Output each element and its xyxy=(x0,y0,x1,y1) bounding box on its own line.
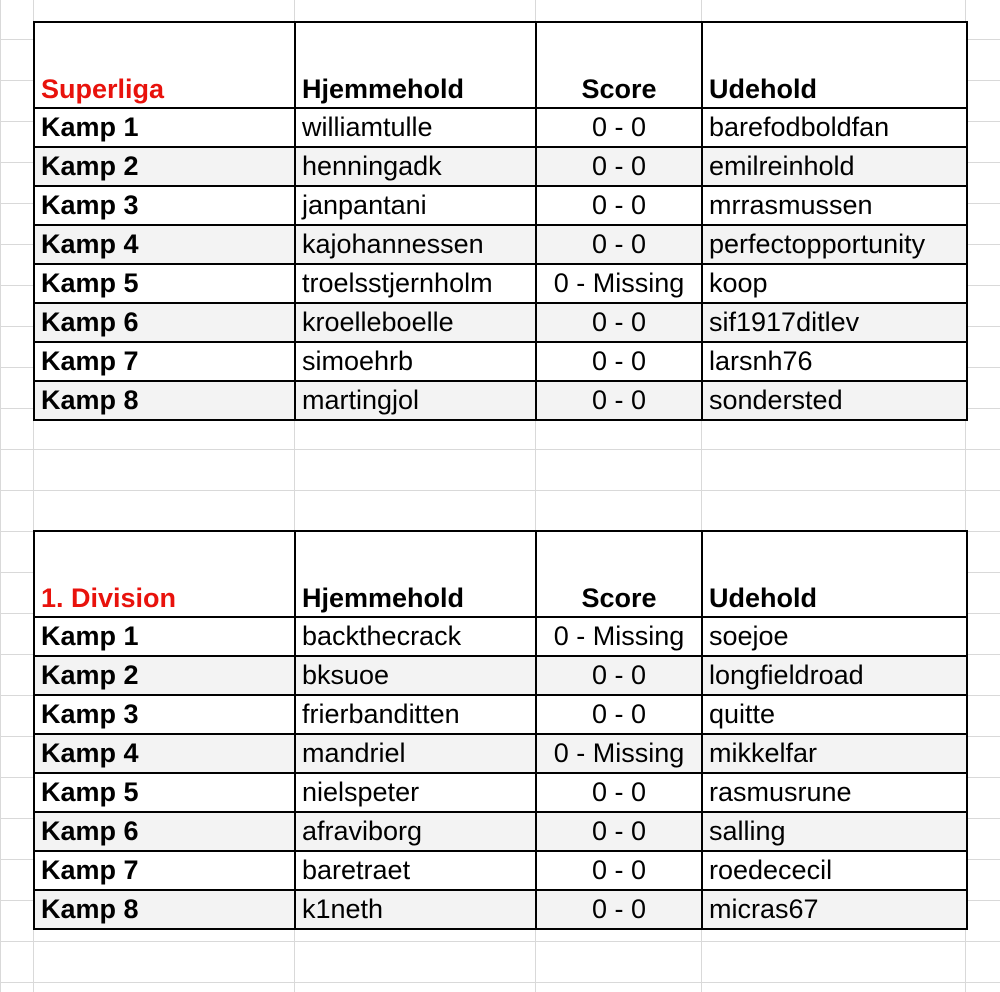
header-home[interactable]: Hjemmehold xyxy=(295,22,536,108)
match-label-cell[interactable]: Kamp 5 xyxy=(34,773,295,812)
header-score[interactable]: Score xyxy=(536,531,702,617)
table-row xyxy=(34,695,967,734)
away-team-cell[interactable]: barefodboldfan xyxy=(702,108,967,147)
score-cell[interactable]: 0 - 0 xyxy=(536,186,702,225)
table-header-row xyxy=(34,22,967,108)
home-team-cell[interactable]: baretraet xyxy=(295,851,536,890)
match-label-cell[interactable]: Kamp 8 xyxy=(34,381,295,420)
score-cell[interactable]: 0 - 0 xyxy=(536,381,702,420)
home-team-cell[interactable]: k1neth xyxy=(295,890,536,929)
table-row xyxy=(34,108,967,147)
table-header-row xyxy=(34,531,967,617)
score-cell[interactable]: 0 - 0 xyxy=(536,225,702,264)
home-team-cell[interactable]: mandriel xyxy=(295,734,536,773)
home-team-cell[interactable]: williamtulle xyxy=(295,108,536,147)
league-table-superliga xyxy=(33,21,968,421)
table-row xyxy=(34,303,967,342)
table-row xyxy=(34,734,967,773)
away-team-cell[interactable]: soejoe xyxy=(702,617,967,656)
away-team-cell[interactable]: longfieldroad xyxy=(702,656,967,695)
match-label-cell[interactable]: Kamp 6 xyxy=(34,303,295,342)
score-cell[interactable]: 0 - 0 xyxy=(536,656,702,695)
league-title[interactable]: Superliga xyxy=(34,22,295,108)
home-team-cell[interactable]: bksuoe xyxy=(295,656,536,695)
score-cell[interactable]: 0 - 0 xyxy=(536,108,702,147)
score-cell[interactable]: 0 - 0 xyxy=(536,147,702,186)
score-cell[interactable]: 0 - 0 xyxy=(536,695,702,734)
header-away[interactable]: Udehold xyxy=(702,22,967,108)
home-team-cell[interactable]: nielspeter xyxy=(295,773,536,812)
match-label-cell[interactable]: Kamp 4 xyxy=(34,225,295,264)
home-team-cell[interactable]: henningadk xyxy=(295,147,536,186)
away-team-cell[interactable]: sondersted xyxy=(702,381,967,420)
match-label-cell[interactable]: Kamp 1 xyxy=(34,108,295,147)
score-cell[interactable]: 0 - 0 xyxy=(536,773,702,812)
score-cell[interactable]: 0 - Missing xyxy=(536,264,702,303)
header-score[interactable]: Score xyxy=(536,22,702,108)
away-team-cell[interactable]: mrrasmussen xyxy=(702,186,967,225)
table-row xyxy=(34,656,967,695)
home-team-cell[interactable]: frierbanditten xyxy=(295,695,536,734)
score-cell[interactable]: 0 - 0 xyxy=(536,342,702,381)
away-team-cell[interactable]: quitte xyxy=(702,695,967,734)
score-cell[interactable]: 0 - 0 xyxy=(536,303,702,342)
home-team-cell[interactable]: kajohannessen xyxy=(295,225,536,264)
away-team-cell[interactable]: koop xyxy=(702,264,967,303)
match-label-cell[interactable]: Kamp 5 xyxy=(34,264,295,303)
table-row xyxy=(34,851,967,890)
score-cell[interactable]: 0 - Missing xyxy=(536,617,702,656)
away-team-cell[interactable]: emilreinhold xyxy=(702,147,967,186)
match-label-cell[interactable]: Kamp 7 xyxy=(34,342,295,381)
score-cell[interactable]: 0 - 0 xyxy=(536,812,702,851)
away-team-cell[interactable]: rasmusrune xyxy=(702,773,967,812)
away-team-cell[interactable]: perfectopportunity xyxy=(702,225,967,264)
home-team-cell[interactable]: afraviborg xyxy=(295,812,536,851)
match-label-cell[interactable]: Kamp 4 xyxy=(34,734,295,773)
home-team-cell[interactable]: troelsstjernholm xyxy=(295,264,536,303)
table-row xyxy=(34,381,967,420)
home-team-cell[interactable]: backthecrack xyxy=(295,617,536,656)
match-label-cell[interactable]: Kamp 7 xyxy=(34,851,295,890)
match-label-cell[interactable]: Kamp 8 xyxy=(34,890,295,929)
league-table-1-division xyxy=(33,530,968,930)
table-row xyxy=(34,342,967,381)
match-label-cell[interactable]: Kamp 3 xyxy=(34,695,295,734)
match-label-cell[interactable]: Kamp 6 xyxy=(34,812,295,851)
match-label-cell[interactable]: Kamp 1 xyxy=(34,617,295,656)
home-team-cell[interactable]: kroelleboelle xyxy=(295,303,536,342)
home-team-cell[interactable]: martingjol xyxy=(295,381,536,420)
league-title[interactable]: 1. Division xyxy=(34,531,295,617)
header-away[interactable]: Udehold xyxy=(702,531,967,617)
table-row xyxy=(34,264,967,303)
match-label-cell[interactable]: Kamp 2 xyxy=(34,147,295,186)
away-team-cell[interactable]: sif1917ditlev xyxy=(702,303,967,342)
home-team-cell[interactable]: janpantani xyxy=(295,186,536,225)
header-home[interactable]: Hjemmehold xyxy=(295,531,536,617)
table-row xyxy=(34,890,967,929)
away-team-cell[interactable]: micras67 xyxy=(702,890,967,929)
away-team-cell[interactable]: salling xyxy=(702,812,967,851)
home-team-cell[interactable]: simoehrb xyxy=(295,342,536,381)
score-cell[interactable]: 0 - 0 xyxy=(536,851,702,890)
match-label-cell[interactable]: Kamp 2 xyxy=(34,656,295,695)
score-cell[interactable]: 0 - 0 xyxy=(536,890,702,929)
match-label-cell[interactable]: Kamp 3 xyxy=(34,186,295,225)
table-row xyxy=(34,147,967,186)
score-cell[interactable]: 0 - Missing xyxy=(536,734,702,773)
table-row xyxy=(34,617,967,656)
table-row xyxy=(34,773,967,812)
table-row xyxy=(34,812,967,851)
table-row xyxy=(34,225,967,264)
table-row xyxy=(34,186,967,225)
away-team-cell[interactable]: mikkelfar xyxy=(702,734,967,773)
away-team-cell[interactable]: larsnh76 xyxy=(702,342,967,381)
away-team-cell[interactable]: roedececil xyxy=(702,851,967,890)
